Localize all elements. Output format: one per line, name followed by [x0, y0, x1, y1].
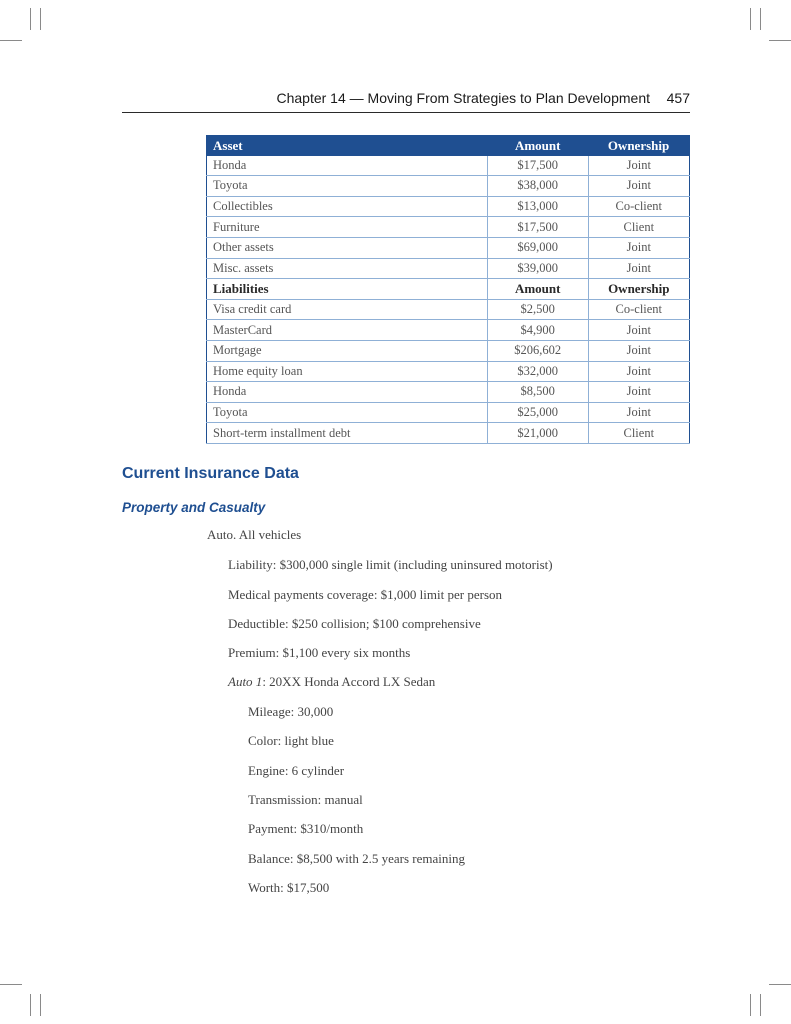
liability-name: Toyota [207, 402, 488, 423]
liability-name: Visa credit card [207, 299, 488, 320]
asset-name: Toyota [207, 176, 488, 197]
crop-mark [769, 40, 791, 41]
crop-mark [30, 994, 31, 1016]
asset-ownership: Joint [588, 156, 689, 176]
vehicle-detail: Mileage: 30,000 [248, 704, 334, 719]
crop-mark [750, 8, 751, 30]
liability-amount: $206,602 [487, 340, 588, 361]
column-header-asset: Asset [207, 136, 488, 156]
liability-name: Mortgage [207, 340, 488, 361]
liability-amount: $8,500 [487, 382, 588, 403]
liability-amount: $4,900 [487, 320, 588, 341]
crop-mark [0, 40, 22, 41]
liabilities-amount-heading: Amount [487, 279, 588, 300]
vehicle-detail: Worth: $17,500 [248, 880, 330, 895]
asset-ownership: Joint [588, 237, 689, 258]
column-header-ownership: Ownership [588, 136, 689, 156]
table-row [207, 176, 690, 197]
crop-mark [760, 994, 761, 1016]
liabilities-header-row [207, 279, 690, 300]
coverage-line: Liability: $300,000 single limit (including uninsured motorist) [228, 557, 553, 572]
table-row [207, 382, 690, 403]
crop-mark [40, 8, 41, 30]
liability-ownership: Joint [588, 361, 689, 382]
asset-amount: $17,500 [487, 156, 588, 176]
liability-amount: $32,000 [487, 361, 588, 382]
asset-amount: $69,000 [487, 237, 588, 258]
table-row [207, 258, 690, 279]
liability-ownership: Joint [588, 402, 689, 423]
asset-name: Honda [207, 156, 488, 176]
table-row [207, 402, 690, 423]
liabilities-heading: Liabilities [207, 279, 488, 300]
crop-mark [750, 994, 751, 1016]
auto1-line [228, 674, 435, 690]
coverage-line: Premium: $1,100 every six months [228, 645, 411, 660]
subsection-heading: Property and Casualty [122, 500, 266, 515]
crop-mark [30, 8, 31, 30]
liability-ownership: Joint [588, 320, 689, 341]
table-row [207, 340, 690, 361]
running-header [122, 88, 690, 113]
table-row [207, 196, 690, 217]
column-header-amount: Amount [487, 136, 588, 156]
crop-mark [0, 984, 22, 985]
liability-ownership: Co-client [588, 299, 689, 320]
asset-ownership: Client [588, 217, 689, 238]
coverage-line: Deductible: $250 collision; $100 comprehensive [228, 616, 481, 631]
liability-name: Short-term installment debt [207, 423, 488, 444]
liability-name: Honda [207, 382, 488, 403]
liability-name: MasterCard [207, 320, 488, 341]
asset-name: Misc. assets [207, 258, 488, 279]
asset-name: Furniture [207, 217, 488, 238]
assets-liabilities-table [206, 135, 690, 444]
auto1-label: Auto 1 [228, 674, 263, 689]
asset-amount: $13,000 [487, 196, 588, 217]
vehicle-detail: Payment: $310/month [248, 821, 364, 836]
table-row [207, 320, 690, 341]
chapter-title: Chapter 14 — Moving From Strategies to Plan Development [276, 90, 650, 106]
table-row [207, 156, 690, 176]
table-row [207, 423, 690, 444]
liability-amount: $2,500 [487, 299, 588, 320]
liability-ownership: Client [588, 423, 689, 444]
asset-amount: $38,000 [487, 176, 588, 197]
vehicle-detail: Engine: 6 cylinder [248, 763, 345, 778]
crop-mark [760, 8, 761, 30]
section-heading: Current Insurance Data [122, 465, 299, 482]
table-header-row [207, 136, 690, 156]
liability-amount: $25,000 [487, 402, 588, 423]
coverage-line: Medical payments coverage: $1,000 limit per person [228, 587, 503, 602]
liability-ownership: Joint [588, 382, 689, 403]
table-row [207, 299, 690, 320]
asset-ownership: Co-client [588, 196, 689, 217]
auto1-description: : 20XX Honda Accord LX Sedan [262, 674, 436, 689]
page-number: 457 [666, 90, 690, 106]
liability-ownership: Joint [588, 340, 689, 361]
table-row [207, 361, 690, 382]
asset-name: Other assets [207, 237, 488, 258]
asset-amount: $39,000 [487, 258, 588, 279]
table-row [207, 217, 690, 238]
asset-amount: $17,500 [487, 217, 588, 238]
auto-intro: Auto. All vehicles [207, 527, 302, 542]
liability-amount: $21,000 [487, 423, 588, 444]
liability-name: Home equity loan [207, 361, 488, 382]
vehicle-detail: Color: light blue [248, 733, 334, 748]
vehicle-detail: Balance: $8,500 with 2.5 years remaining [248, 851, 465, 866]
asset-name: Collectibles [207, 196, 488, 217]
crop-mark [40, 994, 41, 1016]
table-row [207, 237, 690, 258]
crop-mark [769, 984, 791, 985]
liabilities-ownership-heading: Ownership [588, 279, 689, 300]
asset-ownership: Joint [588, 258, 689, 279]
asset-ownership: Joint [588, 176, 689, 197]
vehicle-detail: Transmission: manual [248, 792, 363, 807]
